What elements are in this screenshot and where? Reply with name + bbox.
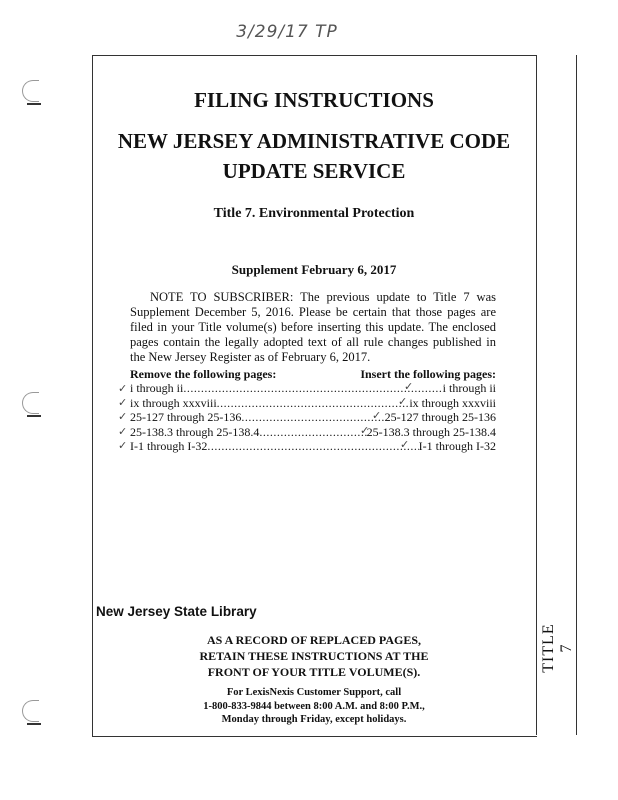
checkmark-icon: ✓ — [118, 410, 128, 423]
handwritten-note: 3/29/17 TP — [236, 22, 338, 42]
checkmark-icon: ✓ — [372, 409, 382, 422]
remove-pages: ix through xxxviii — [130, 395, 217, 410]
page-row — [130, 381, 496, 396]
code-title-line2: UPDATE SERVICE — [222, 159, 406, 183]
remove-pages: 25-127 through 25-136 — [130, 410, 242, 424]
record-line: RETAIN THESE INSTRUCTIONS AT THE — [199, 649, 429, 663]
tab-border — [576, 55, 577, 735]
remove-pages: 25-138.3 through 25-138.4 — [130, 424, 260, 439]
page-row — [130, 425, 496, 440]
checkmark-icon: ✓ — [400, 438, 410, 451]
supplement-date: Supplement February 6, 2017 — [231, 262, 397, 277]
punch-hole — [22, 80, 39, 102]
checkmark-icon: ✓ — [360, 424, 370, 437]
page-row — [130, 410, 496, 425]
insert-header: Insert the following pages: — [360, 367, 496, 381]
remove-pages: i through ii — [130, 381, 184, 395]
insert-pages: i through ii — [442, 381, 496, 395]
customer-support — [92, 686, 536, 727]
page-list — [130, 381, 496, 454]
checkmark-icon: ✓ — [118, 425, 128, 438]
insert-pages: I-1 through I-32 — [418, 439, 496, 453]
insert-pages: 25-138.3 through 25-138.4 — [366, 424, 496, 439]
library-stamp: New Jersey State Library — [96, 604, 257, 619]
punch-hole — [22, 392, 39, 414]
support-line: For LexisNexis Customer Support, call — [226, 687, 402, 698]
page-title: FILING INSTRUCTIONS — [194, 88, 434, 112]
remove-header: Remove the following pages: — [130, 367, 277, 381]
insert-pages: ix through xxxviii — [409, 395, 496, 410]
checkmark-icon: ✓ — [118, 396, 128, 409]
checkmark-icon: ✓ — [404, 380, 414, 393]
checkmark-icon: ✓ — [118, 382, 128, 395]
code-title — [92, 126, 536, 186]
record-line: AS A RECORD OF REPLACED PAGES, — [206, 633, 422, 647]
record-line: FRONT OF YOUR TITLE VOLUME(S). — [207, 665, 421, 679]
insert-pages: 25-127 through 25-136 — [384, 410, 496, 424]
note-to-subscriber: NOTE TO SUBSCRIBER: The previous update to Title 7 was Supplement December 5, 2016. Please be certain that those pages are filed in your Title volume(s) before inserting this update. The enclosed pages contain the legally adopted text of all rule changes published in the New Jersey Register as of February 6, 2017. — [130, 290, 496, 364]
leader-dots — [259, 425, 366, 440]
subtitle: Title 7. Environmental Protection — [213, 206, 415, 221]
record-instructions — [92, 632, 536, 680]
leader-dots — [241, 410, 384, 425]
remove-pages: I-1 through I-32 — [130, 439, 208, 453]
tab-border — [536, 55, 537, 735]
tab-label: TITLE 7 — [540, 623, 575, 673]
leader-dots — [207, 439, 418, 454]
page-row — [130, 439, 496, 454]
punch-hole — [22, 700, 39, 722]
column-headers — [130, 367, 496, 382]
page-row — [130, 396, 496, 411]
checkmark-icon: ✓ — [398, 395, 408, 408]
leader-dots — [217, 396, 410, 411]
support-line: 1-800-833-9844 between 8:00 A.M. and 8:00 P.M., — [203, 700, 425, 712]
support-line: Monday through Friday, except holidays. — [221, 714, 407, 725]
code-title-line1: NEW JERSEY ADMINISTRATIVE CODE — [117, 129, 511, 153]
checkmark-icon: ✓ — [118, 439, 128, 452]
